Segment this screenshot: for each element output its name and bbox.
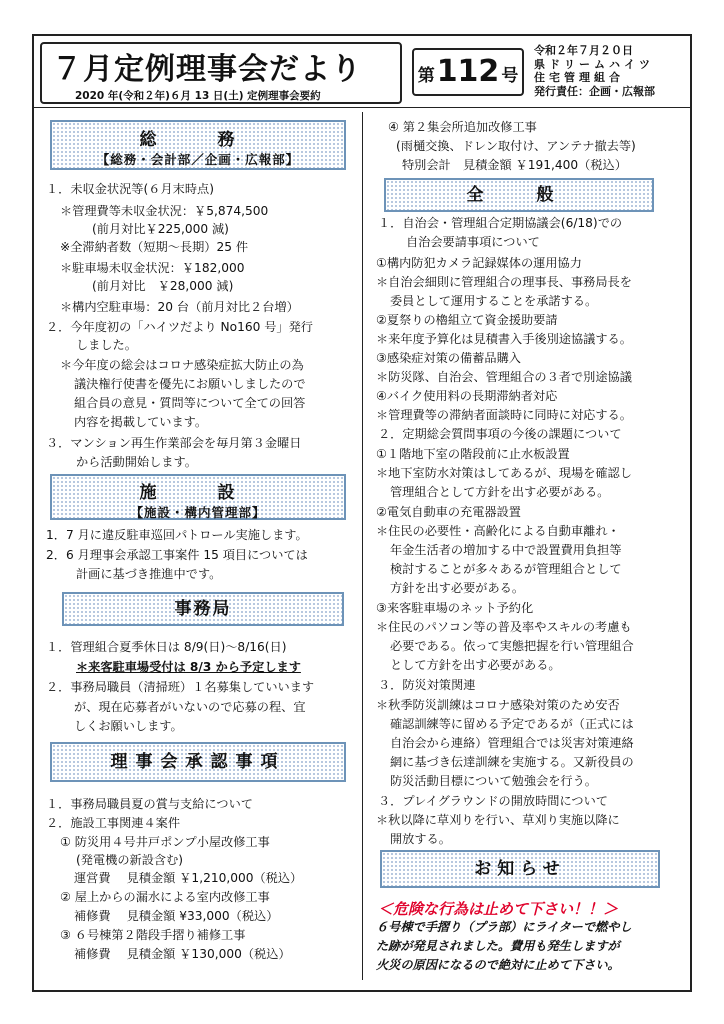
text-line: 2．6 月理事会承認工事案件 15 項目については (46, 548, 308, 562)
text-line: ＊構内空駐車場：20 台（前月対比２台増） (60, 300, 299, 314)
text-line: 補修費 見積金額 ￥130,000（税込） (74, 947, 291, 961)
newsletter-title: ７月定例理事会だより (52, 52, 362, 87)
text-line: 網に基づき伝達訓練を実施する。又新役員の (390, 755, 634, 769)
header-divider (34, 107, 690, 108)
text-line: (前月対比￥225,000 減) (92, 222, 229, 236)
text-line: ＊来年度予算化は見積書入手後別途協議する。 (376, 332, 632, 346)
text-line: ①構内防犯カメラ記録媒体の運用協力 (376, 256, 582, 270)
text-line: ① 防災用４号井戸ポンプ小屋改修工事 (60, 835, 270, 849)
text-line: 内容を掲載しています。 (74, 415, 208, 429)
text-line: 自治会から連絡）管理組合では災害対策連絡 (390, 736, 634, 750)
issue-suffix: 号 (501, 66, 519, 86)
text-line: 補修費 見積金額 ¥33,000（税込） (74, 909, 279, 923)
somu-title: 総 務 (139, 130, 257, 150)
text-line: ３．マンション再生作業部会を毎月第３金曜日 (46, 436, 302, 450)
text-line: (発電機の新設含む) (76, 853, 184, 867)
meeting-subtitle: 2020 年(令和２年)６月 13 日(土) 定例理事会要約 (75, 90, 321, 102)
text-line: ②電気自動車の充電器設置 (376, 505, 521, 519)
text-line: 管理組合として方針を出す必要がある。 (390, 485, 610, 499)
publisher-name: 県ドリームハイツ (534, 57, 654, 71)
shonin-title: 理事会承認事項 (110, 752, 286, 772)
text-line: ＊駐車場未収金状況：￥182,000 (60, 261, 245, 275)
publisher-org: 住宅管理組合 (534, 71, 624, 84)
text-line: ＊住民の必要性・高齢化による自動車離れ・ (376, 524, 620, 538)
issue-number-box (412, 48, 524, 96)
text-line: ② 屋上からの漏水による室内改修工事 (60, 890, 270, 904)
text-line: 特別会計 見積金額 ￥191,400（税込） (402, 158, 627, 172)
issue-prefix: 第 (417, 66, 435, 86)
text-line: 確認訓練等に留める予定であるが（正式には (390, 717, 634, 731)
text-line: ＊自治会細則に管理組合の理事長、事務局長を (376, 275, 632, 289)
text-line: ③来客駐車場のネット予約化 (376, 601, 534, 615)
oshirase-title: お知らせ (474, 859, 566, 879)
text-line: しました。 (76, 338, 137, 352)
text-line: ＊防災隊、自治会、管理組合の３者で別途協議 (376, 370, 632, 384)
text-line: 自治会要請事項について (406, 235, 540, 249)
text-line: ２．今年度初の「ハイツだより No160 号」発行 (46, 320, 313, 334)
section-header-shisetsu (50, 474, 346, 520)
text-line: 必要である。依って実態把握を行い管理組合 (390, 639, 634, 653)
text-line: 計画に基づき推進中です。 (76, 567, 222, 581)
issue-number: 112 (436, 54, 500, 89)
text-line: (雨樋交換、ドレン取付け、アンテナ撤去等) (396, 139, 636, 153)
text-line: として方針を出す必要がある。 (390, 658, 561, 672)
publisher-responsible: 発行責任：企画・広報部 (534, 84, 655, 98)
publisher-block (534, 44, 655, 98)
text-line: ３．防災対策関連 (378, 678, 476, 692)
text-line: しくお願いします。 (74, 719, 183, 733)
text-line: ④バイク使用料の長期滞納者対応 (376, 389, 558, 403)
jimukyoku-title: 事務局 (174, 599, 232, 619)
text-line: ②夏祭りの櫓組立て資金援助要請 (376, 313, 558, 327)
text-line: ２．事務局職員（清掃班）１名募集していいます (46, 680, 315, 694)
text-line: (前月対比 ￥28,000 減) (92, 279, 234, 293)
text-line: １．自治会・管理組合定期協議会(6/18)での (378, 216, 623, 230)
text-line: 年金生活者の増加する中で設置費用負担等 (390, 543, 622, 557)
text-line: が、現在応募者がいないので応募の程、宜 (74, 700, 306, 714)
somu-subtitle: 【総務・会計部／企画・広報部】 (96, 152, 300, 167)
text-line: ＊秋以降に草刈りを行い、草刈り実施以降に (376, 813, 620, 827)
text-line: ※全滞納者数（短期～長期）25 件 (60, 240, 249, 254)
text-line: 組合員の意見・質問等について全ての回答 (74, 396, 306, 410)
zenpan-title: 全 般 (466, 185, 572, 205)
section-header-oshirase (380, 850, 660, 888)
text-line: 委員として運用することを承諾する。 (390, 294, 598, 308)
text-line: ＊秋季防災訓練はコロナ感染対策のため安否 (376, 698, 620, 712)
text-line: ２．施設工事関連４案件 (46, 816, 181, 830)
section-header-jimukyoku (62, 592, 344, 626)
text-line: ３．プレイグラウンドの開放時間について (378, 794, 608, 808)
text-line: １．事務局職員夏の賞与支給について (46, 797, 253, 811)
text-line: 開放する。 (390, 832, 451, 846)
warning-headline: ＜危険な行為は止めて下さい！！＞ (378, 900, 619, 918)
text-line: 方針を出す必要がある。 (390, 581, 525, 595)
text-line: １．未収金状況等(６月末時点) (46, 182, 214, 196)
text-line: ＊来客駐車場受付は 8/3 から予定します (76, 660, 301, 674)
text-line: 火災の原因になるので絶対に止めて下さい。 (376, 958, 620, 972)
text-line: １．管理組合夏季休日は 8/9(日)～8/16(日) (46, 640, 287, 654)
text-line: ２．定期総会質問事項の今後の課題について (378, 427, 622, 441)
section-header-somu (50, 120, 346, 170)
section-header-zenpan (384, 178, 654, 212)
text-line: 運営費 見積金額 ￥1,210,000（税込） (74, 871, 303, 885)
text-line: た跡が発見されました。費用も発生しますが (376, 939, 620, 953)
text-line: から活動開始します。 (76, 455, 197, 469)
section-header-shonin (50, 742, 346, 782)
text-line: ＊今年度の総会はコロナ感染症拡大防止の為 (60, 358, 304, 372)
text-line: ＊地下室防水対策はしてあるが、現場を確認し (376, 466, 632, 480)
shisetsu-subtitle: 【施設・構内管理部】 (130, 505, 266, 520)
issue-date: 令和２年７月２０日 (534, 44, 633, 57)
text-line: ＊管理費等の滞納者面談時に同時に対応する。 (376, 408, 632, 422)
text-line: 1．7 月に違反駐車巡回パトロール実施します。 (46, 528, 308, 542)
text-line: ④ 第２集会所追加改修工事 (388, 120, 537, 134)
text-line: ６号棟で手摺り（プラ部）にライターで燃やし (376, 920, 632, 934)
shisetsu-title: 施 設 (139, 483, 257, 503)
text-line: ③ ６号棟第２階段手摺り補修工事 (60, 928, 246, 942)
text-line: 検討することが多々あるが管理組合として (390, 562, 622, 576)
text-line: ③感染症対策の備蓄品購入 (376, 351, 521, 365)
text-line: 防災活動目標について勉強会を行う。 (390, 774, 597, 788)
text-line: ＊管理費等未収金状況：￥5,874,500 (60, 204, 269, 218)
text-line: 議決権行使書を優先にお願いしましたので (74, 377, 306, 391)
text-line: ＊住民のパソコン等の普及率やスキルの考慮も (376, 620, 632, 634)
column-divider (362, 112, 363, 980)
text-line: ①１階地下室の階段前に止水板設置 (376, 447, 570, 461)
